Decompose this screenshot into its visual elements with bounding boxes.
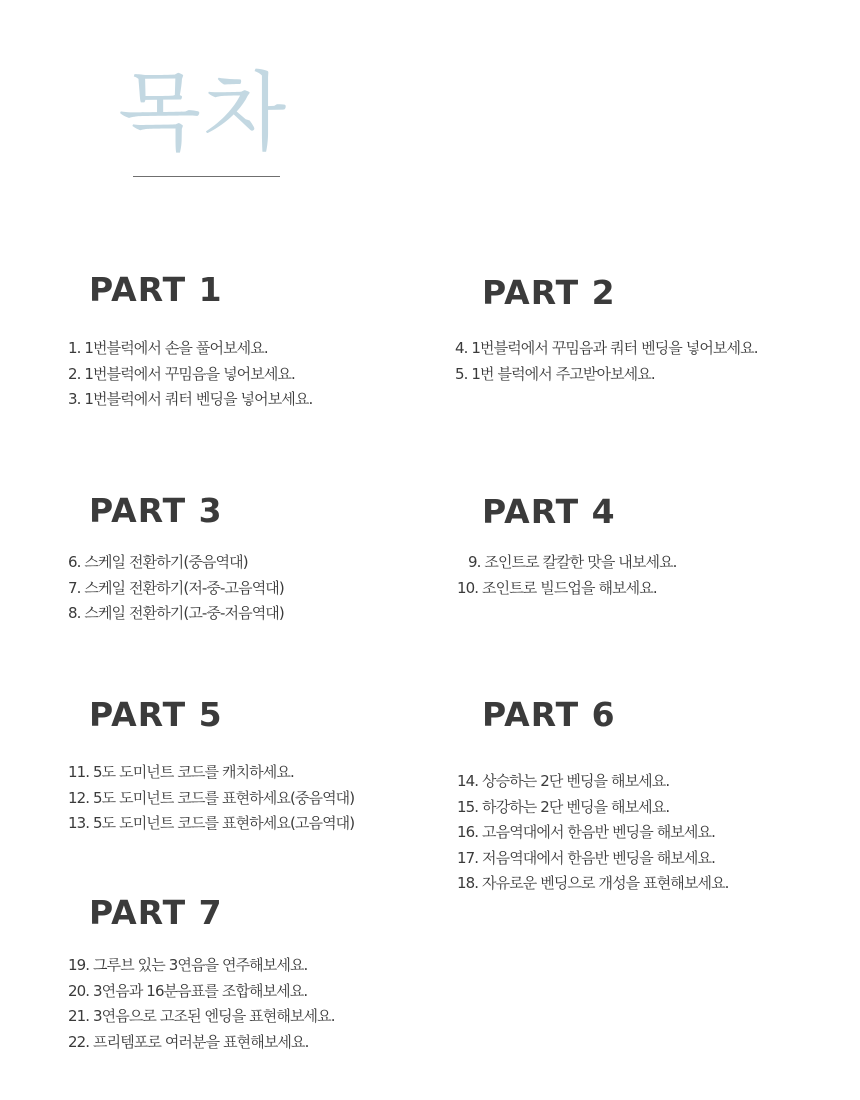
toc-item-18: 18. 자유로운 벤딩으로 개성을 표현해보세요. [457,874,729,892]
toc-item-15: 15. 하강하는 2단 벤딩을 해보세요. [457,797,670,816]
toc-item-13: 13. 5도 도미넌트 코드를 표현하세요(고음역대) [68,814,355,832]
part-7-heading: PART 7 [89,893,223,932]
toc-item-4: 4. 1번블럭에서 꾸밈음과 쿼터 벤딩을 넣어보세요. [455,339,758,357]
toc-item-11: 11. 5도 도미넌트 코드를 캐치하세요. [68,763,294,781]
part-5-heading: PART 5 [89,695,223,734]
part-3-heading: PART 3 [89,491,223,530]
page-title: 목차 [118,63,289,163]
toc-item-1: 1. 1번블럭에서 손을 풀어보세요. [68,339,268,357]
part-2-heading: PART 2 [482,273,616,312]
toc-item-14: 14. 상승하는 2단 벤딩을 해보세요. [457,772,670,790]
toc-item-10: 10. 조인트로 빌드업을 해보세요. [457,578,657,597]
toc-item-17: 17. 저음역대에서 한음반 벤딩을 해보세요. [457,848,715,867]
part-6-heading: PART 6 [482,695,616,734]
toc-item-6: 6. 스케일 전환하기(중음역대) [68,553,248,571]
toc-item-20: 20. 3연음과 16분음표를 조합해보세요. [68,981,308,1000]
part-3-list [68,550,284,627]
part-6-list [457,769,729,897]
part-1-heading: PART 1 [89,270,223,309]
title-underline [133,176,280,177]
part-2-list [455,336,758,387]
toc-item-21: 21. 3연음으로 고조된 엔딩을 표현해보세요. [68,1007,335,1025]
toc-item-3: 3. 1번블럭에서 쿼터 벤딩을 넣어보세요. [68,390,313,408]
part-4-list [457,550,677,601]
part-1-list [68,336,312,413]
part-5-list [68,760,354,837]
toc-item-2: 2. 1번블럭에서 꾸밈음을 넣어보세요. [68,364,295,383]
toc-item-22: 22. 프리템포로 여러분을 표현해보세요. [68,1032,309,1051]
toc-item-7: 7. 스케일 전환하기(저-중-고음역대) [68,578,284,597]
part-4-heading: PART 4 [482,492,616,531]
toc-item-19: 19. 그루브 있는 3연음을 연주해보세요. [68,956,308,974]
toc-item-9: 9. 조인트로 칼칼한 맛을 내보세요. [468,553,677,571]
toc-item-8: 8. 스케일 전환하기(고-중-저음역대) [68,604,284,622]
part-7-list [68,953,335,1055]
toc-item-5: 5. 1번 블럭에서 주고받아보세요. [455,364,655,383]
toc-item-12: 12. 5도 도미넌트 코드를 표현하세요(중음역대) [68,788,355,807]
toc-item-16: 16. 고음역대에서 한음반 벤딩을 해보세요. [457,823,715,841]
